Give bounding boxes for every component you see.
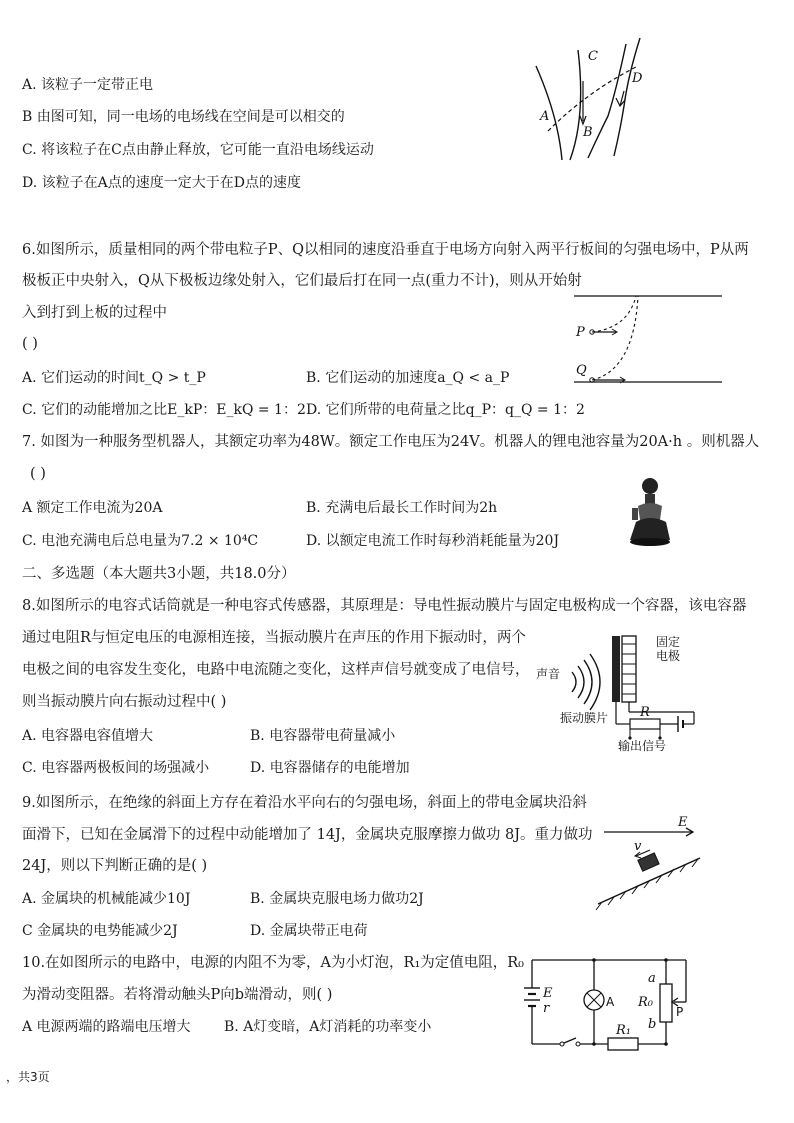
q9-stem-line-2: 面滑下，已知在金属滑下的过程中动能增加了 14J，金属块克服摩擦力做功 8J。重力做功: [22, 827, 593, 843]
q8-label-output: 输出信号: [618, 739, 667, 753]
q10-label-lamp-a: A: [606, 995, 615, 1009]
q10-label-e: E: [543, 986, 553, 1001]
q10-stem-line-2: 为滑动变阻器。若将滑动触头P向b端滑动，则( ): [22, 987, 333, 1003]
q9-stem-line-3: 24J，则以下判断正确的是( ): [22, 858, 208, 874]
q8-label-r: R: [640, 705, 650, 720]
q8-label-membrane: 振动膜片: [560, 711, 609, 725]
q5-option-b: B 由图可知，同一电场的电场线在空间是可以相交的: [22, 109, 345, 125]
q6-label-q: Q: [576, 363, 587, 378]
q10-circuit-figure: [516, 950, 696, 1054]
q9-option-b: B. 金属块克服电场力做功2J: [250, 891, 424, 907]
q6-stem-line-3: 入到打到上板的过程中: [22, 305, 167, 321]
q5-label-b: B: [583, 125, 593, 140]
q5-label-d: D: [632, 71, 643, 86]
q10-label-r0: R₀: [638, 995, 653, 1010]
q9-option-d: D. 金属块带正电荷: [250, 923, 368, 939]
q5-field-line-figure: [528, 36, 658, 161]
q5-option-a: A. 该粒子一定带正电: [22, 77, 154, 93]
q10-stem-line-1: 10.在如图所示的电路中，电源的内阻不为零，A为小灯泡，R₁为定值电阻，R₀: [22, 955, 524, 971]
q8-stem-line-2: 通过电阻R与恒定电压的电源相连接，当振动膜片在声压的作用下振动时，两个: [22, 630, 526, 646]
section-2-title: 二、多选题（本大题共3小题，共18.0分）: [22, 566, 296, 582]
q9-incline-figure: [592, 810, 704, 910]
q10-label-r: r: [543, 1001, 550, 1016]
q8-label-fixed-2: 电极: [656, 649, 681, 663]
q8-label-fixed-1: 固定: [656, 635, 681, 649]
q6-label-p: P: [576, 325, 585, 340]
q9-label-v: v: [634, 839, 642, 854]
q10-label-r1: R₁: [616, 1023, 631, 1038]
q10-option-b: B. A灯变暗，A灯消耗的功率变小: [224, 1019, 432, 1035]
q8-stem-line-1: 8.如图所示的电容式话筒就是一种电容式传感器，其原理是：导电性振动膜片与固定电极构成一个容器，该电容器: [22, 598, 747, 614]
page-footer: ，共3页: [6, 1070, 50, 1084]
q5-option-d: D. 该粒子在A点的速度一定大于在D点的速度: [22, 175, 301, 191]
q10-label-p: P: [676, 1005, 684, 1019]
q6-option-a: A. 它们运动的时间t_Q > t_P: [22, 370, 206, 386]
q7-robot-illustration: [626, 476, 674, 548]
q7-option-b: B. 充满电后最长工作时间为2h: [306, 500, 498, 516]
q9-option-a: A. 金属块的机械能减少10J: [22, 891, 191, 907]
q8-stem-line-4: 则当振动膜片向右振动过程中( ): [22, 694, 227, 710]
q7-stem-line-1: 7. 如图为一种服务型机器人，其额定功率为48W。额定工作电压为24V。机器人的锂电池容量为20A·h 。则机器人: [22, 434, 760, 450]
q8-microphone-figure: [534, 630, 724, 753]
q5-option-c: C. 将该粒子在C点由静止释放，它可能一直沿电场线运动: [22, 142, 374, 158]
q8-option-d: D. 电容器储存的电能增加: [250, 760, 410, 776]
q10-option-a: A 电源两端的路端电压增大: [22, 1019, 191, 1035]
q10-label-a: a: [648, 971, 656, 986]
q8-label-sound: 声音: [536, 667, 561, 681]
q7-option-a: A 额定工作电流为20A: [22, 500, 163, 516]
q8-option-a: A. 电容器电容值增大: [22, 728, 154, 744]
q7-option-c: C. 电池充满电后总电量为7.2 × 10⁴C: [22, 533, 259, 549]
q6-option-b: B. 它们运动的加速度a_Q < a_P: [306, 370, 510, 386]
q6-stem-line-2: 极板正中央射入，Q从下极板边缘处射入，它们最后打在同一点(重力不计)，则从开始射: [22, 273, 582, 289]
q6-parallel-plate-figure: [572, 290, 724, 388]
q7-option-d: D. 以额定电流工作时每秒消耗能量为20J: [306, 533, 560, 549]
q6-stem-line-1: 6.如图所示，质量相同的两个带电粒子P、Q以相同的速度沿垂直于电场方向射入两平行板间的匀强电场中，P从两: [22, 242, 749, 258]
q7-answer-blank: ( ): [30, 466, 46, 482]
q6-answer-blank: ( ): [22, 336, 38, 352]
q10-label-b: b: [648, 1017, 657, 1032]
q6-option-c: C. 它们的动能增加之比E_kP：E_kQ = 1：2: [22, 402, 306, 418]
q8-option-c: C. 电容器两极板间的场强减小: [22, 760, 210, 776]
q5-label-c: C: [588, 49, 598, 64]
q9-label-e: E: [678, 815, 688, 830]
q8-stem-line-3: 电极之间的电容发生变化，电路中电流随之变化，这样声信号就变成了电信号，: [22, 662, 530, 678]
q9-option-c: C 金属块的电势能减少2J: [22, 923, 178, 939]
q5-label-a: A: [540, 109, 550, 124]
q8-option-b: B. 电容器带电荷量减小: [250, 728, 396, 744]
q9-stem-line-1: 9.如图所示，在绝缘的斜面上方存在着沿水平向右的匀强电场，斜面上的带电金属块沿斜: [22, 795, 587, 811]
q6-option-d: D. 它们所带的电荷量之比q_P：q_Q = 1：2: [306, 402, 585, 418]
